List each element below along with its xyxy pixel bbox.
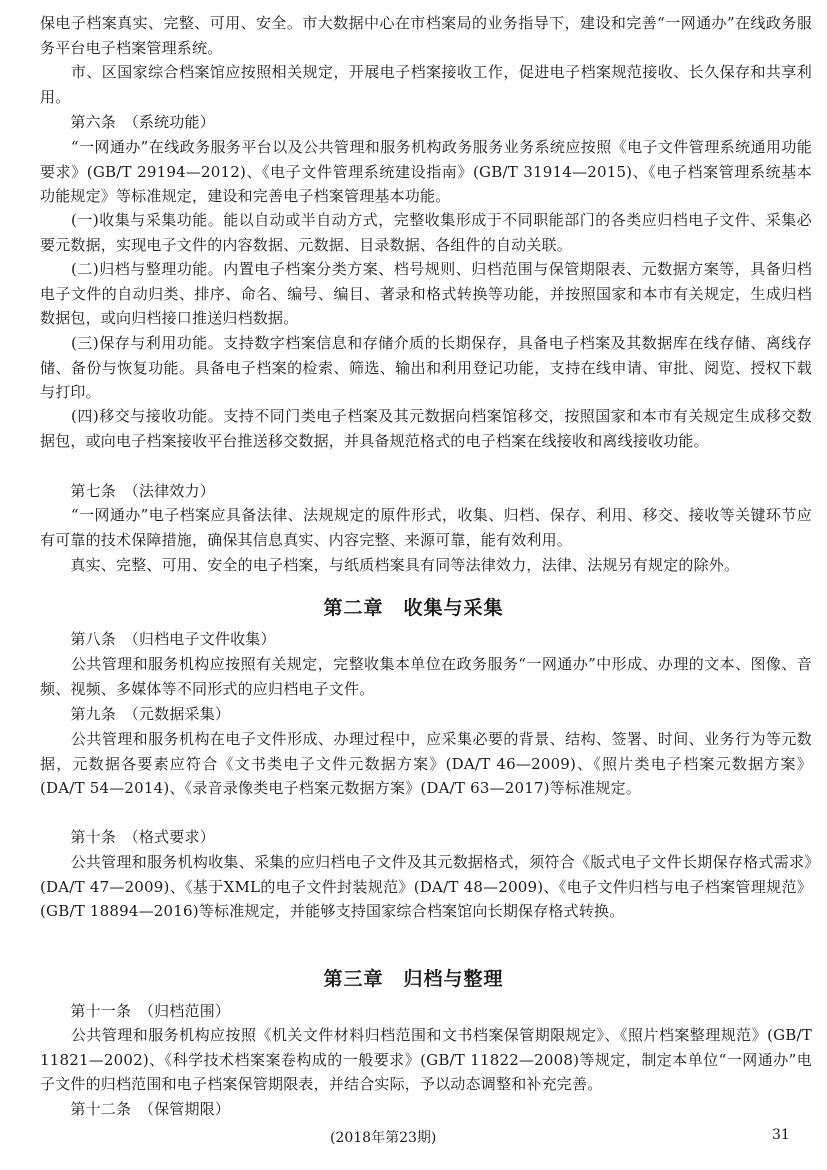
paragraph-text: (一)收集与采集功能。能以自动或半自动方式，完整收集形成于不同职能部门的各类应归档电子文件、采集必要元数据，实现电子文件的内容数据、元数据、目录数据、各组件的自动关联。: [40, 211, 812, 254]
paragraph-text: (二)归档与整理功能。内置电子档案分类方案、档号规则、归档范围与保管期限表、元数据方案等，具备归档电子文件的自动归类、排序、命名、编号、编目、著录和格式转换等功能，并按照国家和本市有关规定，生成归档数据包，或向归档接口推送归档数据。: [40, 260, 812, 328]
article-heading: 第十一条 （归档范围）: [40, 1002, 231, 1020]
paragraph-text: 公共管理和服务机构应按照《机关文件材料归档范围和文书档案保管期限规定》、《照片档案整理规范》(GB/T 11821—2002)、《科学技术档案案卷构成的一般要求》(GB/T 11822—2008)等规定，制定本单位“一网通办”电子文件的归档范围和电子档案保管期限表，并结合实际，予以动态调整和补充完善。: [40, 1026, 812, 1094]
article-heading: 第九条 （元数据采集）: [40, 705, 231, 723]
chapter-title: 第二章 收集与采集: [323, 597, 504, 619]
article-heading: 第七条 （法律效力）: [40, 482, 215, 500]
paragraph-text: 公共管理和服务机构在电子文件形成、办理过程中，应采集必要的背景、结构、签署、时间、业务行为等元数据，元数据各要素应符合《文书类电子文件元数据方案》(DA/T 46—2009)、《照片类电子档案元数据方案》(DA/T 54—2014)、《录音录像类电子档案元数据方案》(DA/T 63—2017)等标准规定。: [40, 730, 812, 798]
paragraph-text: “一网通办”在线政务服务平台以及公共管理和服务机构政务服务业务系统应按照《电子文件管理系统通用功能要求》(GB/T 29194—2012)、《电子文件管理系统建设指南》(GB/T 31914—2015)、《电子档案管理系统基本功能规定》等标准规定，建设和完善电子档案管理基本功能。: [40, 138, 812, 206]
article-heading: 第六条 （系统功能）: [40, 113, 215, 131]
paragraph-text: 公共管理和服务机构收集、采集的应归档电子文件及其元数据格式，须符合《版式电子文件长期保存格式需求》(DA/T 47—2009)、《基于XML的电子文件封装规范》(DA/T 48—2009)、《电子文件归档与电子档案管理规范》(GB/T 18894—2016)等标准规定，并能够支持国家综合档案馆向长期保存格式转换。: [40, 853, 812, 921]
paragraph-text: 真实、完整、可用、安全的电子档案，与纸质档案具有同等法律效力，法律、法规另有规定的除外。: [40, 556, 740, 574]
paragraph-text: (四)移交与接收功能。支持不同门类电子档案及其元数据向档案馆移交，按照国家和本市有关规定生成移交数据包，或向电子档案接收平台推送移交数据，并具备规范格式的电子档案在线接收和离线接收功能。: [40, 407, 812, 450]
paragraph-text: 保电子档案真实、完整、可用、安全。市大数据中心在市档案局的业务指导下，建设和完善“一网通办”在线政务服务平台电子档案管理系统。: [40, 14, 812, 57]
paragraph-text: 公共管理和服务机构应按照有关规定，完整收集本单位在政务服务“一网通办”中形成、办理的文本、图像、音频、视频、多媒体等不同形式的应归档电子文件。: [40, 655, 812, 698]
issue-label: (2018年第23期): [330, 1130, 437, 1146]
page-number: 31: [772, 1127, 790, 1143]
article-heading: 第十二条 （保管期限）: [40, 1100, 231, 1118]
paragraph-text: “一网通办”电子档案应具备法律、法规规定的原件形式，收集、归档、保存、利用、移交、接收等关键环节应有可靠的技术保障措施，确保其信息真实、内容完整、来源可靠，能有效利用。: [40, 506, 812, 549]
paragraph-text: (三)保存与利用功能。支持数字档案信息和存储介质的长期保存，具备电子档案及其数据库在线存储、离线存储、备份与恢复功能。具备电子档案的检索、筛选、输出和利用登记功能，支持在线申请、审批、阅览、授权下载与打印。: [40, 334, 812, 402]
article-heading: 第八条 （归档电子文件收集）: [40, 630, 276, 648]
chapter-title: 第三章 归档与整理: [323, 968, 504, 990]
article-heading: 第十条 （格式要求）: [40, 828, 215, 846]
paragraph-text: 市、区国家综合档案馆应按照相关规定，开展电子档案接收工作，促进电子档案规范接收、长久保存和共享利用。: [40, 63, 812, 106]
